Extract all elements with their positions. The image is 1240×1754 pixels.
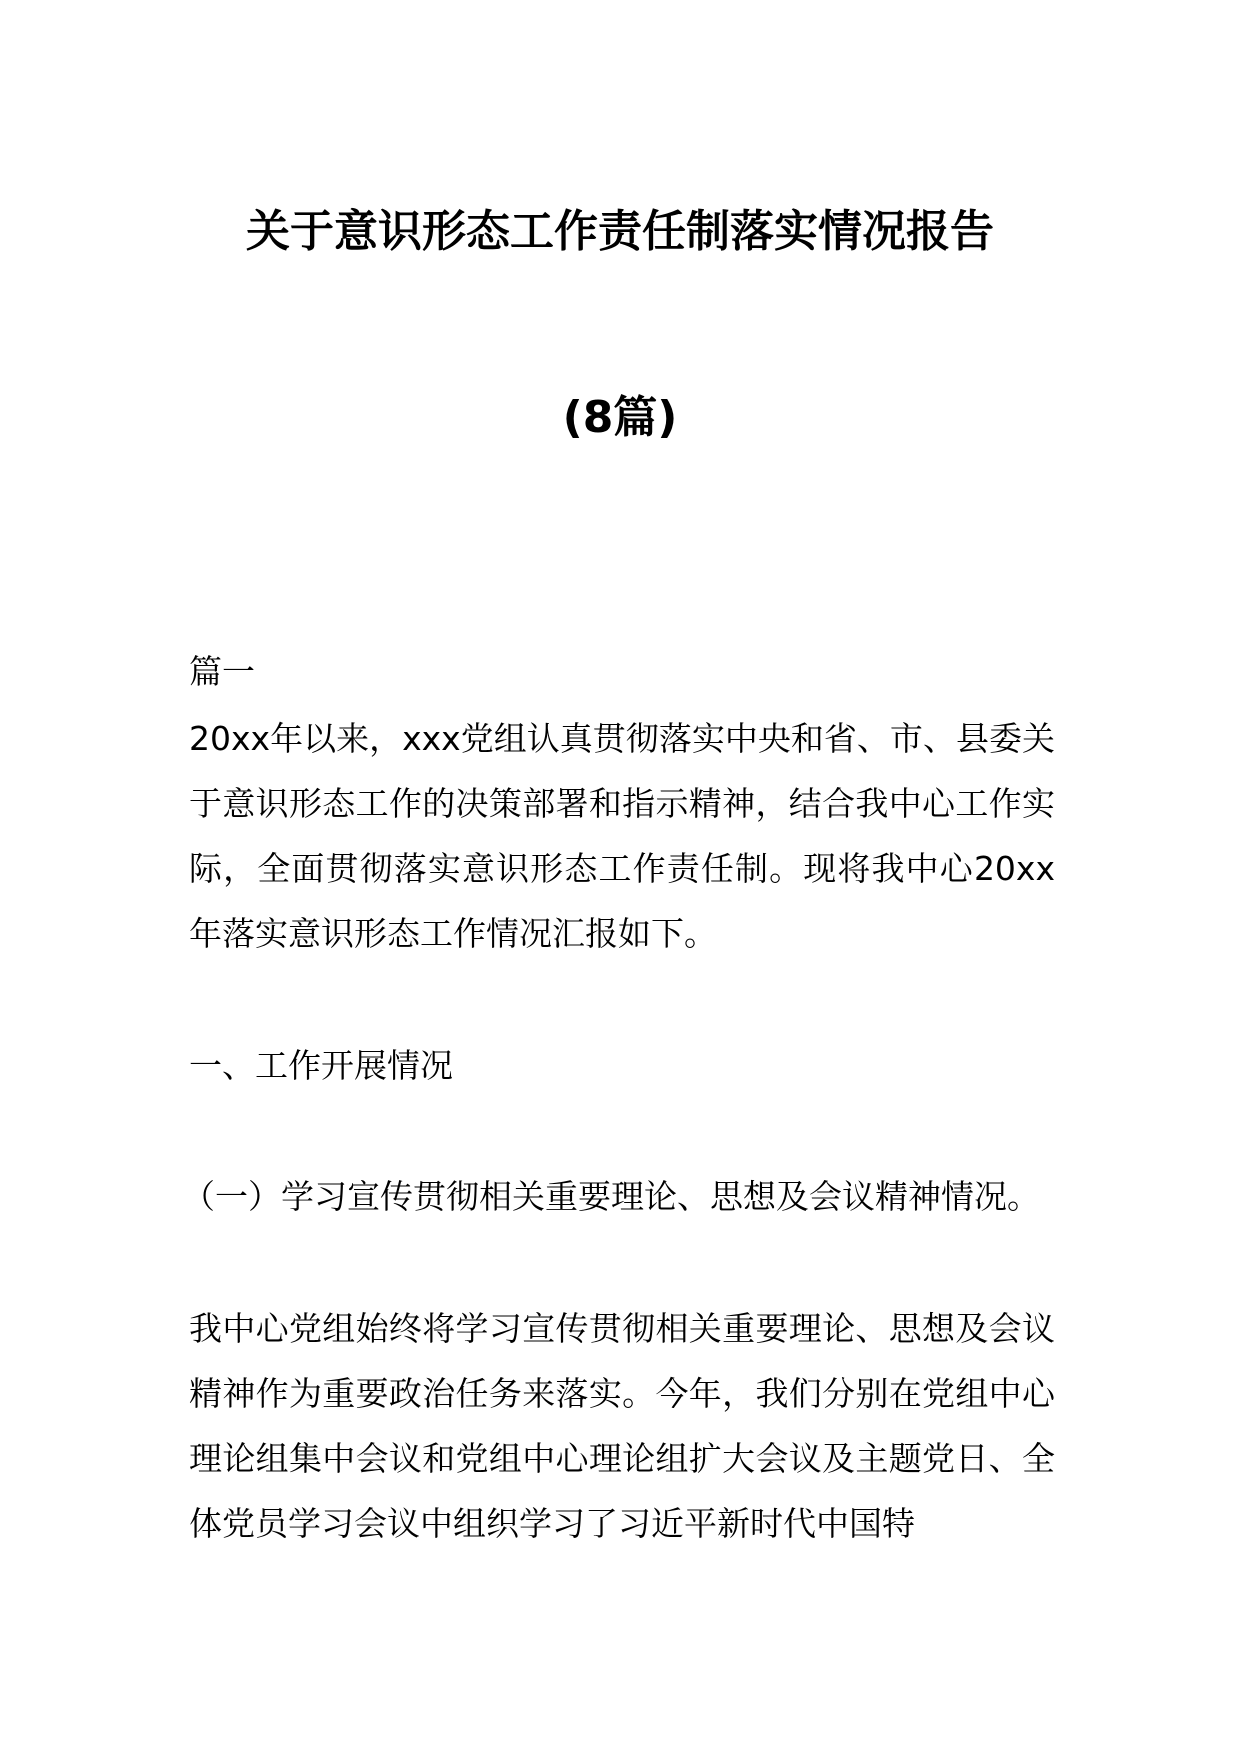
section-heading: 一、工作开展情况 [189, 1046, 453, 1085]
document-title: 关于意识形态工作责任制落实情况报告 [246, 206, 994, 257]
section-label: 篇一 [189, 652, 255, 691]
subsection-heading: （一）学习宣传贯彻相关重要理论、思想及会议精神情况。 [182, 1177, 1040, 1216]
document-subtitle: (8篇) [562, 392, 678, 443]
intro-paragraph: 20xx年以来，xxx党组认真贯彻落实中央和省、市、县委关于意识形态工作的决策部署和指示精神，结合我中心工作实际，全面贯彻落实意识形态工作责任制。现将我中心20xx年落实意识形态工作情况汇报如下。 [189, 719, 1055, 953]
body-paragraph: 我中心党组始终将学习宣传贯彻相关重要理论、思想及会议精神作为重要政治任务来落实。今年，我们分别在党组中心理论组集中会议和党组中心理论组扩大会议及主题党日、全体党员学习会议中组织学习了习近平新时代中国特 [189, 1309, 1055, 1543]
